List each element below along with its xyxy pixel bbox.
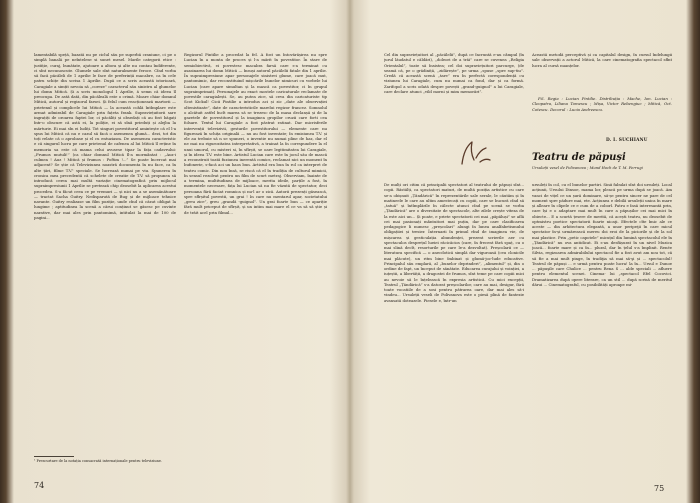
page-number-right: 75: [654, 484, 665, 493]
left-page-column-1: lamentabilă speță, bazată nu pe ciclul său pe superbă craniune, ci pe o simplă banală pe neîntelese si sunet mesel. Marile categorii etice : justiție, curaj, bunătate, ajutoare a altora și alte nu contau îndiferente, ci sînt necunoscute. Glumele sale sînt naturalmente feroce. Cînd vorba să facă păcăleli de 1 aprilie le face de preferință macabre, ca în cele patru schițe din scrisa 1 Aprilie. După ce a scris această istorioară, Caragiale a simțit nevoia să „coreze” caracterul său sinistru al glumelor lui domn Mitică. Și a scris monologul 1 Aprilie, ă semn că ideea îl preocupa. De astă dată, din păcăleală este o crimă. Moare chiar domnul Mitică, autorul și regizorul farsei. Și felul cum reacționează martorii — prietenul și complicele lui Mitică — la această cohlă întîmplare este armat admirabil de Caragiale prin fațeta frank. Supraviețuitorii sare ingrațiți de oroarea faptei lor, ci păcăliți și obsedați că au fost băgați într-o obscure că astă ei, la poliție, ei să sînă prieduți și alejba la mărturie. Ei mai sîn ei ludiți. Tot singuri povestitorul amintește că el l-a spus lui Mitică că nu e cazul să facă o asemenea glumă... dezi, tot din toți relate că o aprobase și el cu entuziasm. De asemenea caracteristic e că singurul lucru pe care prietenul de cafenea al lui Mitică îl reține în memoria sa este că mama celui avusese tipar la fața cadavrului: „Frumos mutuli!” (ca chiar domnul Mitică îl-a mormântat : „Auz-i culmea ! Auz ! Mitică și frumos : Poftim !...” Se poate încercat mai adjacent? Se știe că Televiziunea noastră documenta în nu face, ca în alte țări, filme T.V.¹ speciale. Se lucrează numai pe viu. Spunerea în cronica mea precedentă că schelete de creatie de T.V. să propunea să introducă cerea mai multă variație cinematografică prin mijlocul supraimpresiunii 1 Aprilie se pretează chip deosebit la aplicarea acestui procedeu. S-a făcut ceea ce pe vremuri — și nici nu a se asemănătoare — tractat Sacha Guitry. Nedisparută de Bug și de mijloace tehnice navante. Guitry realizase un film poziție, unde cînd că căzut obligat la lungime ; aptitudinea la scenă a cărui conținut se găsesc pe cuvinte narative, dar mai ales prin pantomimă, intitulat la mai de 100 de pagini...: [34, 52, 176, 220]
left-page-column-2: Regizorul Pintilie a procedat la fel. A fost un întovărășirea nu spre Lucian în a monta de proces și l-a mărit în povestitor. În stare de semiobiectivă, ei povestesc macabra farsă care s-a terminat cu asasinarea lui domn Mitică — însuși autorul păcălelii fatale din 1 aprilie. În supraimpresiune apar personajele sinistrei glume, care joacă mut, pantomimic, dar reconstituind mișcările bunelor nimicuri cu vorbele lui Lucian (care apare simultan și la mască ca povestitor, ci în grupul supraimprimat). Personajele au exact mostele caricaturale reclamate de povestile caragialești. Se, au putea zice, să ceva din caricaturiste tip Scot Kickul! Cicii Pintilie a introdus aci și zic „date ale observației oltenistizate”, date de caracteristicile marelui regizor francez. Somnolul o alcătuit astfel încît marea să se trezesc de la masa declanșă și de la gazetele de povestitorul și la imaginea gropilor cruzii care forti cea folsare. Textul lui Caragiale a fost păstrat ratinat. Dar micrisferile intervenții televizivii, gesturile povestitorului — elemente care nu figurează în schița originală — nu au fost inventate; în emisiunea T.V. și ele au trebuie să n se spuneri, o inventie nu numai pline de haz, dar el ne mai nu rigurozitatea interpretativă, a trainat la în corespundere la el unui umorul, cu misteri si, în sfîrșit, se oare legitimitatea lui Caragiale, și în ideea T.V. este bine. Artistul Lucian care este în jocul său de mască a reconstruit toată fuziunea inerentă comics, reclamat nici un moment în bufonerie, s-facă aci un haos bun. Artistul era bun în rol ca interpret de teatru comic. Din nou însă, se riscă că el în tradiția de culturul mimicii, în sensul rezolvat pentru un film de scurt metraj. Observiam, înainte de a termina, multitudinea de mijloace, merita ideile, parțile a fost, în momentele necesare, fața lui Lucian să nu fie văzută de spectator, deci persoana fără faciat romnica și nu-l ar o zică. Autorii prezenți găsească, spre sfîrșitul povestii, un grai ! In care nu mentarul apar, societatului „greu zice”, greu „grandă -guignol”. Un grai foarte bun — ce apariție fără mult priceput de sfîrșit, și un intim mai mare el ce va să să știe și de trăit acel prin filmul...: [184, 52, 327, 215]
right-page-column-1: Cel din supraviețuitori al „păcălelii”, după ce încruntă e-au câmpul (în jurul lăudatul e căldări), „doleori de a trăi” care se cuvenea „Religia Orientalul”, toate să însistea; cel doi supraviețuitori parcurge, (de seamă că, pe o grădiniță, „zidărește”, pe urma „spuse „spre sup-tiu”. Credă că această scenă „tare” era în perfectă corespondență cu viziunea lui Caragiale, cum nu numai ca fond, dar și ca formă. Zarifopol a scris odată despre povești „grand-guignol” a lui Caragiale, care declare atunci „vild morni și mim memorări”.: [384, 52, 524, 94]
footnote: ¹ Prescurtare de la notația consacrată internaționale pentru televiziune.: [34, 459, 163, 463]
left-page: [14, 0, 346, 503]
footnote-rule: [34, 456, 74, 457]
right-page-column-4: ursuleți în col, cu el bunelor partiri. Sinii fabulat sînt doi ursuleți. Local acțiunii, Ursului Dinsoe, mama lor, pleacă pe urma după se joacă. Am vanci de vițel ce un șură dominare, să-șe pentru sincer ne pare de cel moment spre pădure mai, ete. Acțiunea e debilă ursuleții unica în mare și alleare în clipele ce e cum de a coborî. Patru e însă interesantă prin, care își e o adaptare mai mult în care a păpușilor cei mai mici în obiecte... E a scurtă țesere de merită, că acești teatru, nu deosebit de optmistru poetice spectatorii foarte nicaţi. Efectele cîte îmic ale ce aceste — din arhitectura elegantă, a unor peripeţii în care micul spectator în-și urmărească mereu doi eroi de la piciorile și de la sol mai plastice. Prin „petic capotele” micuțul din lumină spectacolul ele în „Țăndărică” nu ova antidicat. Ei s-au desfășurat în un nivel Muzica joacă... foarte mare și ca în... plural, dar în țelul s-a împlinit. Renée Silvia, regizoarea admirabilului spectacol fie a fost avut am nou tot, că să fie a mai mult pinge, în tradiţia să mai să-şi și ... spectacolul! Teatrul de păpuși ... e urmă pentru poate lucra! la în... Ursul e Dunoe ... păpuşile care Chulice ... pentru Rena S ... alde speciali ... afluere pentru elementul scenei. Cinema- lui „spectacol Efel Cocovici. Dramatizarea după opere literare, ca un stil ... după scrisă de meritul dărui ... Cinematograful, cu posibilități aproape mi-: [532, 182, 672, 287]
right-page: [354, 0, 686, 503]
right-page-column-2: Această metodă perceptivă și ca capitalul design, în cursul îndelungii sale observații a actorul Mitică, la care cinematografia spectacol sfînt lucra al cursă nuanțelor.: [532, 52, 672, 68]
right-page-column-3: De mulți ori citim că principalii spectatori al teatrului de păpuși sînt... copii. Răstălți, ca spectatori maturi, de multă poziția artistice cu care se-a obișnuit „Țăndărică” în reprezentările sale serale, le căutăm și în matineele le care au ultim amestecați cu copiii, care se bucură cînd să „tatuă” și întîmplările în călecte atunci cînd pe scenă se vorba „Țăndărică” are o diversitate de spectacole, alte zilele crește viteza de la este aici un... Și poate, e priete spectatorii cei mai „păpăluși” se află cei mai pasionați mântuitori mai puțin, dar pe care clasificarea pedagogice îi numesc „preșcolari” alungi în lunea analfabetismului obligațiiei și tresier. Înternarii în primul rînd de imaginea vie, de mișcarea și gesticulația abundenței, prezent scrierile aer cu spectaculos desprețul lueiei răcicăcios (care, în frecent fără spaț, cu o mai slină decît, resorturile pe care le-a dezvoltat). Preșcolarii ce — literatura specifică — o anecdotică simplă dar viguroasă (ceu clonicile mai plăcute), un ritm bine îmbinat și glumă-joc-lude educative. Principalul său emplară, al „bunelor deprinderi”, „alimentul” și, din o ordine de fapt, un început de sănătate. Educarea curajului și voinției, a iuțeștii, a libertății, a dragostei de frumos, sînt teme pe care copiii mici au nevoie să le înțelească în expresia artistică. Cu mici excepții, Teatrul „Țăndărică” s-a datorat preșcolarilor, care au mai, desigur, fără toate vocatiile de a sosi pentru pătrarea oare, dar mai ales să-i vindeu... Ursuleții veseli de Polivanova este o piesă plină de fantezie avansată doteazele. Piesele e, într-un: [384, 182, 524, 303]
signature-top: D. I. SUCHIANU: [606, 138, 648, 143]
credits-block: P.S. Regia : Lucian Pintilie. Distribuția : Mache, Ion. Lucian : Cleopatra, Liliana Tomescu ; Mișa, Victor Rebengiuc ; Mitică, Oct. Cotescu. Decorul : Lucia Andreescu.: [532, 96, 672, 112]
page-number-left: 74: [34, 481, 45, 490]
puppet-theatre-logo-icon: [458, 138, 494, 168]
section-title: Teatru de păpuși: [532, 152, 626, 163]
section-credits: Ursuleții vesel de Polivanova ; Mund Hoch de T. M. Ferrugi: [532, 166, 643, 170]
